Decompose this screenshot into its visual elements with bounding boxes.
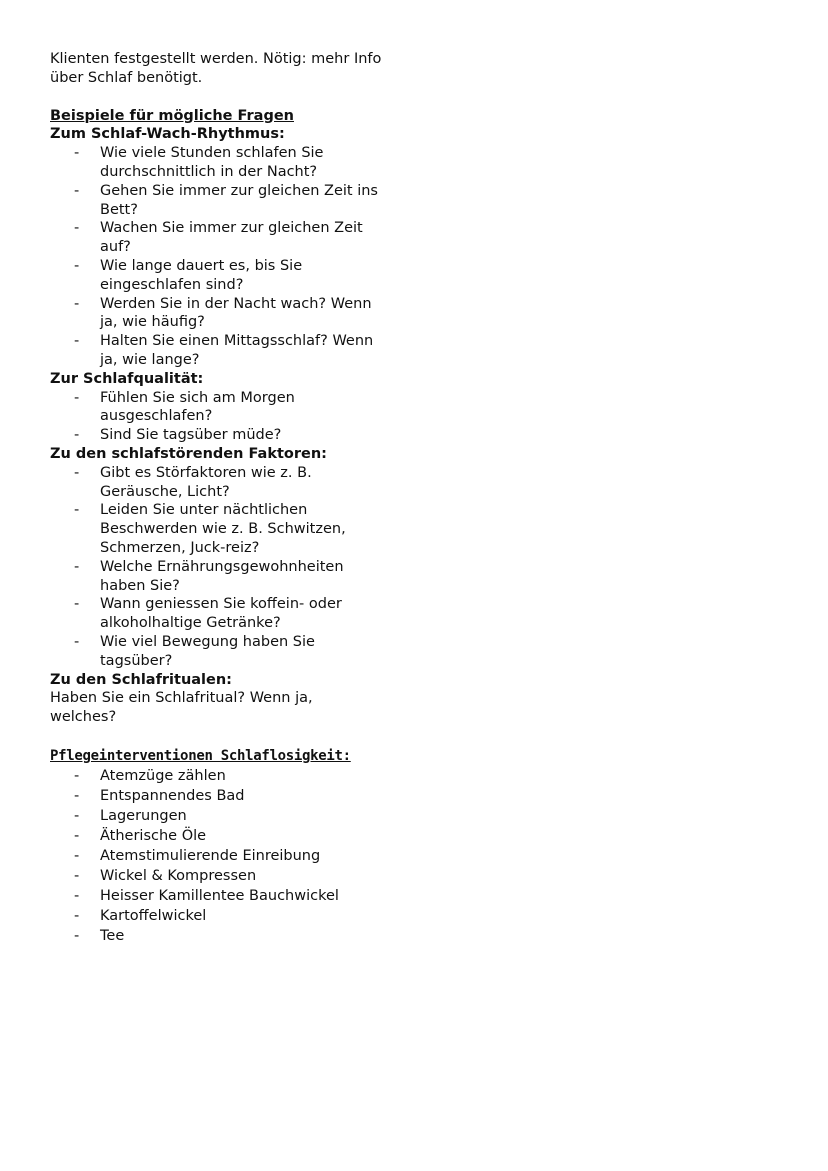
rhythm-question-list [50, 144, 450, 370]
intro-paragraph [50, 50, 450, 88]
list-item: - Wie viele Stunden schlafen Sie durchschnittlich in der Nacht? [74, 145, 324, 180]
dash-bullet: - [74, 633, 80, 650]
list-item: - Gehen Sie immer zur gleichen Zeit ins Bett? [74, 182, 378, 218]
factors-question-list [50, 464, 450, 671]
dash-bullet: - [74, 427, 80, 444]
dash-bullet: - [74, 333, 80, 350]
list-item: - Welche Ernährungsgewohnheiten haben Sie? [74, 558, 344, 594]
list-item: - Tee [50, 926, 390, 946]
list-item: - Halten Sie einen Mittagsschlaf? Wenn ja, wie lange? [74, 333, 374, 368]
list-item: - Wickel & Kompressen [50, 866, 390, 886]
list-item: - Wachen Sie immer zur gleichen Zeit auf? [74, 220, 363, 256]
dash-bullet: - [74, 389, 80, 406]
dash-bullet: - [74, 145, 80, 162]
questions-heading: Beispiele für mögliche Fragen [50, 107, 294, 124]
list-item: - Fühlen Sie sich am Morgen ausgeschlafen? [74, 389, 295, 425]
dash-bullet: - [74, 464, 80, 481]
group-title-quality: Zur Schlafqualität: [50, 370, 204, 387]
dash-bullet: - [74, 787, 80, 804]
list-item: - Heisser Kamillentee Bauchwickel [50, 886, 390, 906]
dash-bullet: - [74, 257, 80, 274]
list-item: - Sind Sie tagsüber müde? [74, 427, 282, 444]
list-item: - Kartoffelwickel [50, 906, 390, 926]
group-title-rhythm: Zum Schlaf-Wach-Rhythmus: [50, 126, 285, 143]
document-page [50, 50, 450, 947]
interventions-heading: Pflegeinterventionen Schlaflosigkeit: [50, 747, 351, 764]
list-item: - Wie lange dauert es, bis Sie eingeschlafen sind? [74, 257, 303, 293]
list-item: - Atemstimulierende Einreibung [50, 846, 390, 866]
group-title-factors: Zu den schlafstörenden Faktoren: [50, 445, 327, 462]
dash-bullet: - [74, 182, 80, 199]
interventions-list [50, 766, 450, 947]
list-item: - Wie viel Bewegung haben Sie tagsüber? [74, 633, 315, 669]
list-item: - Werden Sie in der Nacht wach? Wenn ja, wie häufig? [74, 295, 372, 331]
rituals-question: Haben Sie ein Schlafritual? Wenn ja, welches? [50, 690, 313, 726]
dash-bullet: - [74, 558, 80, 575]
intro-line-1: Klienten festgestellt werden. Nötig: mehr Info [50, 51, 382, 67]
intro-line-2: über Schlaf benötigt. [50, 69, 203, 86]
dash-bullet: - [74, 848, 80, 865]
list-item: - Lagerungen [50, 806, 390, 826]
dash-bullet: - [74, 827, 80, 844]
list-item: - Entspannendes Bad [50, 786, 390, 806]
dash-bullet: - [74, 868, 80, 885]
dash-bullet: - [74, 928, 80, 945]
list-item: - Atemzüge zählen [50, 766, 390, 786]
dash-bullet: - [74, 807, 80, 824]
list-item: - Gibt es Störfaktoren wie z. B. Geräusche, Licht? [74, 464, 312, 500]
dash-bullet: - [74, 888, 80, 905]
dash-bullet: - [74, 220, 80, 237]
dash-bullet: - [74, 767, 80, 784]
list-item: - Leiden Sie unter nächtlichen Beschwerden wie z. B. Schwitzen, Schmerzen, Juck-reiz? [74, 502, 346, 556]
list-item: - Ätherische Öle [50, 826, 390, 846]
dash-bullet: - [74, 295, 80, 312]
group-title-rituals: Zu den Schlafritualen: [50, 671, 232, 688]
quality-question-list [50, 389, 450, 445]
dash-bullet: - [74, 502, 80, 519]
list-item: - Wann geniessen Sie koffein- oder alkoholhaltige Getränke? [74, 596, 342, 632]
dash-bullet: - [74, 908, 80, 925]
dash-bullet: - [74, 596, 80, 613]
